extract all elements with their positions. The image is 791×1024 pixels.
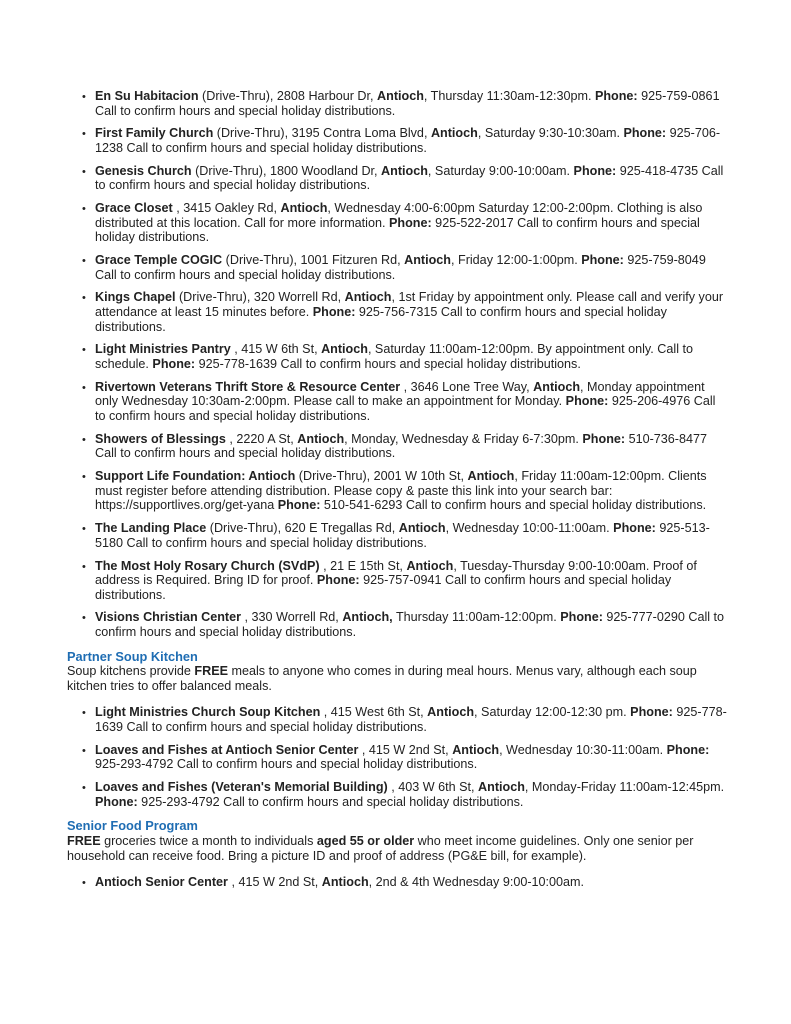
bold-text: Phone: [623, 126, 667, 141]
text: 510-541-6293 Call to confirm hours and special holiday distributions. [320, 498, 707, 513]
list-item [95, 164, 727, 193]
text: , Saturday 12:00-12:30 pm. [474, 705, 631, 720]
list-item [95, 253, 727, 282]
text: (Drive-Thru), 320 Worrell Rd, [175, 290, 345, 305]
list-item [95, 469, 727, 513]
text: 925-418-4735 Call to confirm hours and special holiday distributions. [95, 163, 724, 193]
bold-text: Showers of Blessings [95, 431, 226, 446]
bold-text: Antioch [297, 431, 345, 446]
bold-text: Grace Closet [95, 201, 173, 216]
text: 925-777-0290 Call to confirm hours and special holiday distributions. [95, 610, 725, 640]
text: , 330 Worrell Rd, [241, 610, 343, 625]
bold-text: Genesis Church [95, 163, 192, 178]
bold-text: Antioch [467, 469, 515, 484]
bold-text: Phone: [594, 89, 638, 103]
bold-text: Phone: [560, 610, 603, 625]
bold-text: Phone: [312, 305, 356, 320]
text: 925-706-1238 Call to confirm hours and special holiday distributions. [95, 126, 721, 155]
text: , 3415 Oakley Rd, [172, 201, 281, 216]
list-item [95, 290, 727, 334]
text: 925-293-4792 Call to confirm hours and special holiday distributions. [137, 794, 524, 809]
text: , Friday 11:00am-12:00pm. Clients must register before attending distribution. Please copy & paste this link into your search bar: https://supportlives.org/get-yana [95, 469, 707, 513]
text: , Wednesday 10:30-11:00am. [499, 742, 667, 757]
text: (Drive-Thru), 2001 W 10th St, [295, 469, 468, 484]
bold-text: Kings Chapel [95, 290, 176, 305]
bold-text: Antioch [478, 780, 525, 795]
list-item [95, 743, 727, 772]
bold-text: Antioch [280, 201, 328, 216]
list-item [95, 780, 727, 809]
text: , 21 E 15th St, [319, 558, 407, 573]
text: , 415 W 2nd St, [358, 742, 453, 757]
bold-text: Light Ministries Pantry [95, 342, 231, 357]
text: , 415 W 6th St, [230, 342, 322, 357]
text: , 415 West 6th St, [320, 705, 428, 720]
bold-text: FREE [194, 664, 229, 679]
bold-text: Antioch [321, 342, 368, 357]
text: (Drive-Thru), 3195 Contra Loma Blvd, [213, 126, 431, 141]
list-item [95, 705, 727, 734]
bold-text: Phone: [277, 498, 321, 513]
bold-text: Antioch [427, 705, 475, 720]
text: , Monday-Friday 11:00am-12:45pm. [524, 780, 725, 795]
document-page [67, 89, 727, 898]
bold-text: Loaves and Fishes at Antioch Senior Center [95, 742, 359, 757]
list-item [95, 559, 727, 603]
text: 925-759-8049 Call to confirm hours and special holiday distributions. [95, 253, 706, 282]
text: 925-513-5180 Call to confirm hours and special holiday distributions. [95, 521, 710, 550]
text: , 2220 A St, [225, 431, 298, 446]
text: , Saturday 9:30-10:30am. [477, 126, 624, 141]
bold-text: The Most Holy Rosary Church (SVdP) [95, 558, 320, 573]
text: , 2nd & 4th Wednesday 9:00-10:00am. [368, 875, 585, 890]
text: , Monday, Wednesday & Friday 6-7:30pm. [344, 431, 583, 446]
text: 925-778-1639 Call to confirm hours and special holiday distributions. [195, 357, 581, 372]
bold-text: Grace Temple COGIC [95, 253, 223, 268]
bold-text: Antioch [381, 163, 428, 178]
bold-text: Phone: [565, 394, 609, 409]
bold-text: Loaves and Fishes (Veteran's Memorial Building) [95, 780, 388, 795]
bold-text: Phone: [581, 253, 624, 268]
bold-text: First Family Church [95, 126, 214, 141]
text: 925-759-0861 Call to confirm hours and special holiday distributions. [95, 89, 720, 118]
text: who meet income guidelines. Only one senior per household can receive food. Bring a picture ID and proof of address (PG&E bill, for example). [67, 833, 694, 863]
bold-text: FREE [67, 833, 101, 848]
text: 510-736-8477 Call to confirm hours and special holiday distributions. [95, 431, 708, 461]
text: 925-522-2017 Call to confirm hours and special holiday distributions. [95, 215, 700, 245]
soup-kitchen-description [67, 664, 727, 693]
soup-kitchen-heading: Partner Soup Kitchen [67, 648, 198, 664]
bold-text: Antioch [452, 742, 500, 757]
food-pantry-list [67, 89, 727, 640]
senior-food-description [67, 834, 727, 863]
bold-text: Visions Christian Center [95, 610, 242, 625]
soup-kitchen-list [67, 705, 727, 809]
bold-text: Phone: [582, 431, 626, 446]
list-item [95, 126, 727, 155]
bold-text: Phone: [152, 357, 196, 372]
bold-text: Antioch [404, 253, 451, 268]
bold-text: Antioch [377, 89, 424, 103]
list-item [95, 432, 727, 461]
list-item [95, 875, 727, 890]
list-item [95, 342, 727, 371]
text: , 403 W 6th St, [387, 780, 479, 795]
text: , Wednesday 10:00-11:00am. [445, 521, 614, 536]
list-item [95, 380, 727, 424]
list-item [95, 89, 727, 118]
bold-text: Antioch [406, 558, 454, 573]
text: , Friday 12:00-1:00pm. [451, 253, 582, 268]
bold-text: Antioch [321, 875, 369, 890]
text: , Saturday 11:00am-12:00pm. By appointment only. Call to schedule. [95, 342, 693, 372]
text: 925-206-4976 Call to confirm hours and special holiday distributions. [95, 394, 716, 423]
text: meals to anyone who comes in during meal hours. Menus vary, although each soup kitchen tries to offer balanced meals. [67, 664, 697, 693]
bold-text: The Landing Place [95, 521, 207, 536]
bold-text: Rivertown Veterans Thrift Store & Resource Center [95, 379, 401, 394]
text: Soup kitchens provide [67, 664, 195, 679]
bold-text: Phone: [95, 794, 138, 809]
bold-text: Phone: [630, 705, 673, 720]
text: , 3646 Lone Tree Way, [400, 379, 534, 394]
text: (Drive-Thru), 1800 Woodland Dr, [191, 163, 382, 178]
bold-text: Phone: [389, 215, 432, 230]
bold-text: Support Life Foundation: Antioch [95, 469, 296, 484]
bold-text: Phone: [666, 742, 710, 757]
text: (Drive-Thru), 620 E Tregallas Rd, [206, 521, 399, 536]
bold-text: Antioch [533, 379, 581, 394]
bold-text: aged 55 or older [316, 833, 415, 848]
text: , Thursday 11:30am-12:30pm. [423, 89, 595, 103]
bold-text: Phone: [316, 573, 360, 588]
bold-text: Light Ministries Church Soup Kitchen [95, 705, 321, 720]
bold-text: Phone: [573, 163, 617, 178]
list-item [95, 610, 727, 639]
text: 925-293-4792 Call to confirm hours and special holiday distributions. [95, 757, 478, 772]
text: , 1st Friday by appointment only. Please call and verify your attendance at least 15 minutes before. [95, 290, 724, 320]
senior-food-heading: Senior Food Program [67, 818, 198, 834]
bold-text: Phone: [613, 521, 656, 536]
text: 925-778-1639 Call to confirm hours and special holiday distributions. [95, 705, 727, 735]
bold-text: Antioch [430, 126, 478, 141]
list-item [95, 201, 727, 245]
text: , Monday appointment only Wednesday 10:30am-2:00pm. Please call to make an appointment for Monday. [95, 379, 705, 409]
text: 925-756-7315 Call to confirm hours and special holiday distributions. [95, 305, 667, 334]
text: Thursday 11:00am-12:00pm. [392, 610, 561, 625]
list-item [95, 521, 727, 550]
bold-text: Antioch [344, 290, 392, 305]
text: , Saturday 9:00-10:00am. [427, 163, 574, 178]
text: groceries twice a month to individuals [100, 833, 317, 848]
bold-text: En Su Habitacion [95, 89, 199, 103]
bold-text: Antioch, [342, 610, 393, 625]
text: (Drive-Thru), 1001 Fitzuren Rd, [222, 253, 405, 268]
bold-text: Antioch [398, 521, 446, 536]
senior-food-list [67, 875, 727, 890]
text: , Wednesday 4:00-6:00pm Saturday 12:00-2:00pm. Clothing is also distributed at this location. Call for more information. [95, 201, 703, 230]
text: , Tuesday-Thursday 9:00-10:00am. Proof of address is Required. Bring ID for proof. [95, 558, 697, 588]
bold-text: Antioch Senior Center [95, 875, 228, 890]
text: (Drive-Thru), 2808 Harbour Dr, [198, 89, 378, 103]
text: , 415 W 2nd St, [227, 875, 322, 890]
text: 925-757-0941 Call to confirm hours and special holiday distributions. [95, 573, 672, 602]
